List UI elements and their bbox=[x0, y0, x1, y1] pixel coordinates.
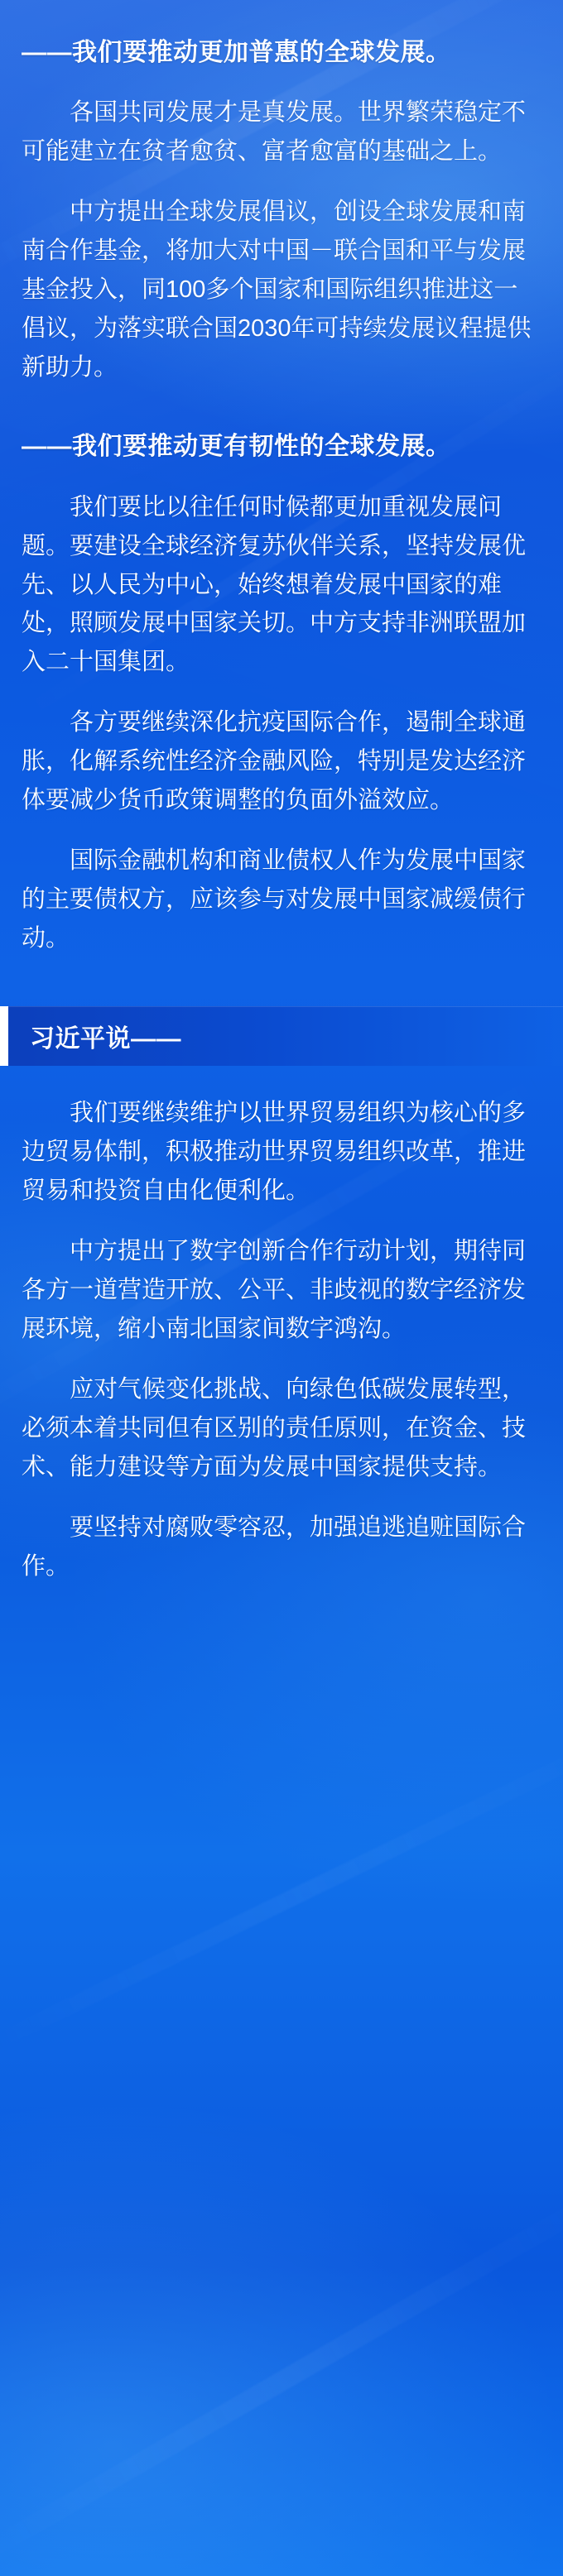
paragraph-digital-innovation: 中方提出了数字创新合作行动计划，期待同各方一道营造开放、公平、非歧视的数字经济发展环境，缩小南北国家间数字鸿沟。 bbox=[22, 1238, 527, 1343]
speaker-banner-accent-bar bbox=[0, 1006, 8, 1066]
light-streak-5 bbox=[0, 2182, 563, 2572]
speaker-banner bbox=[22, 1006, 541, 1066]
heading-inclusive-growth: ——我们要推动更加普惠的全球发展。 bbox=[22, 39, 451, 66]
paragraph-wto-multilateral-trade: 我们要继续维护以世界贸易组织为核心的多边贸易体制，积极推动世界贸易组织改革，推进贸易和投资自由化便利化。 bbox=[22, 1100, 527, 1205]
paragraph-development-partnership: 我们要比以往任何时候都更加重视发展问题。要建设全球经济复苏伙伴关系，坚持发展优先、以人民为中心，始终想着发展中国家的难处，照顾发展中国家关切。中方支持非洲联盟加入二十国集团。 bbox=[22, 493, 527, 676]
paragraph-global-development-initiative: 中方提出全球发展倡议，创设全球发展和南南合作基金，将加大对中国－联合国和平与发展基金投入，同100多个国家和国际组织推进这一倡议，为落实联合国2030年可持续发展议程提供新助力。 bbox=[22, 199, 532, 381]
content-blocks bbox=[22, 15, 541, 1586]
paragraph-climate-green-transition: 应对气候变化挑战、向绿色低碳发展转型，必须本着共同但有区别的责任原则，在资金、技术、能力建设等方面为发展中国家提供支持。 bbox=[22, 1376, 527, 1480]
light-streak-4 bbox=[0, 1728, 563, 2062]
paragraph-debt-relief: 国际金融机构和商业债权人作为发展中国家的主要债权方，应该参与对发展中国家减缓债行动。 bbox=[22, 847, 527, 952]
speaker-banner-label: 习近平说—— bbox=[30, 1025, 181, 1053]
heading-resilient-growth: ——我们要推动更有韧性的全球发展。 bbox=[22, 433, 451, 461]
paragraph-anti-corruption: 要坚持对腐败零容忍，加强追逃追赃国际合作。 bbox=[22, 1513, 527, 1580]
paragraph-anti-epidemic-cooperation: 各方要继续深化抗疫国际合作，遏制全球通胀，化解系统性经济金融风险，特别是发达经济体要减少货币政策调整的负面外溢效应。 bbox=[22, 709, 527, 814]
top-spacer bbox=[22, 0, 541, 15]
paragraph-common-development: 各国共同发展才是真发展。世界繁荣稳定不可能建立在贫者愈贫、富者愈富的基础之上。 bbox=[22, 99, 527, 165]
